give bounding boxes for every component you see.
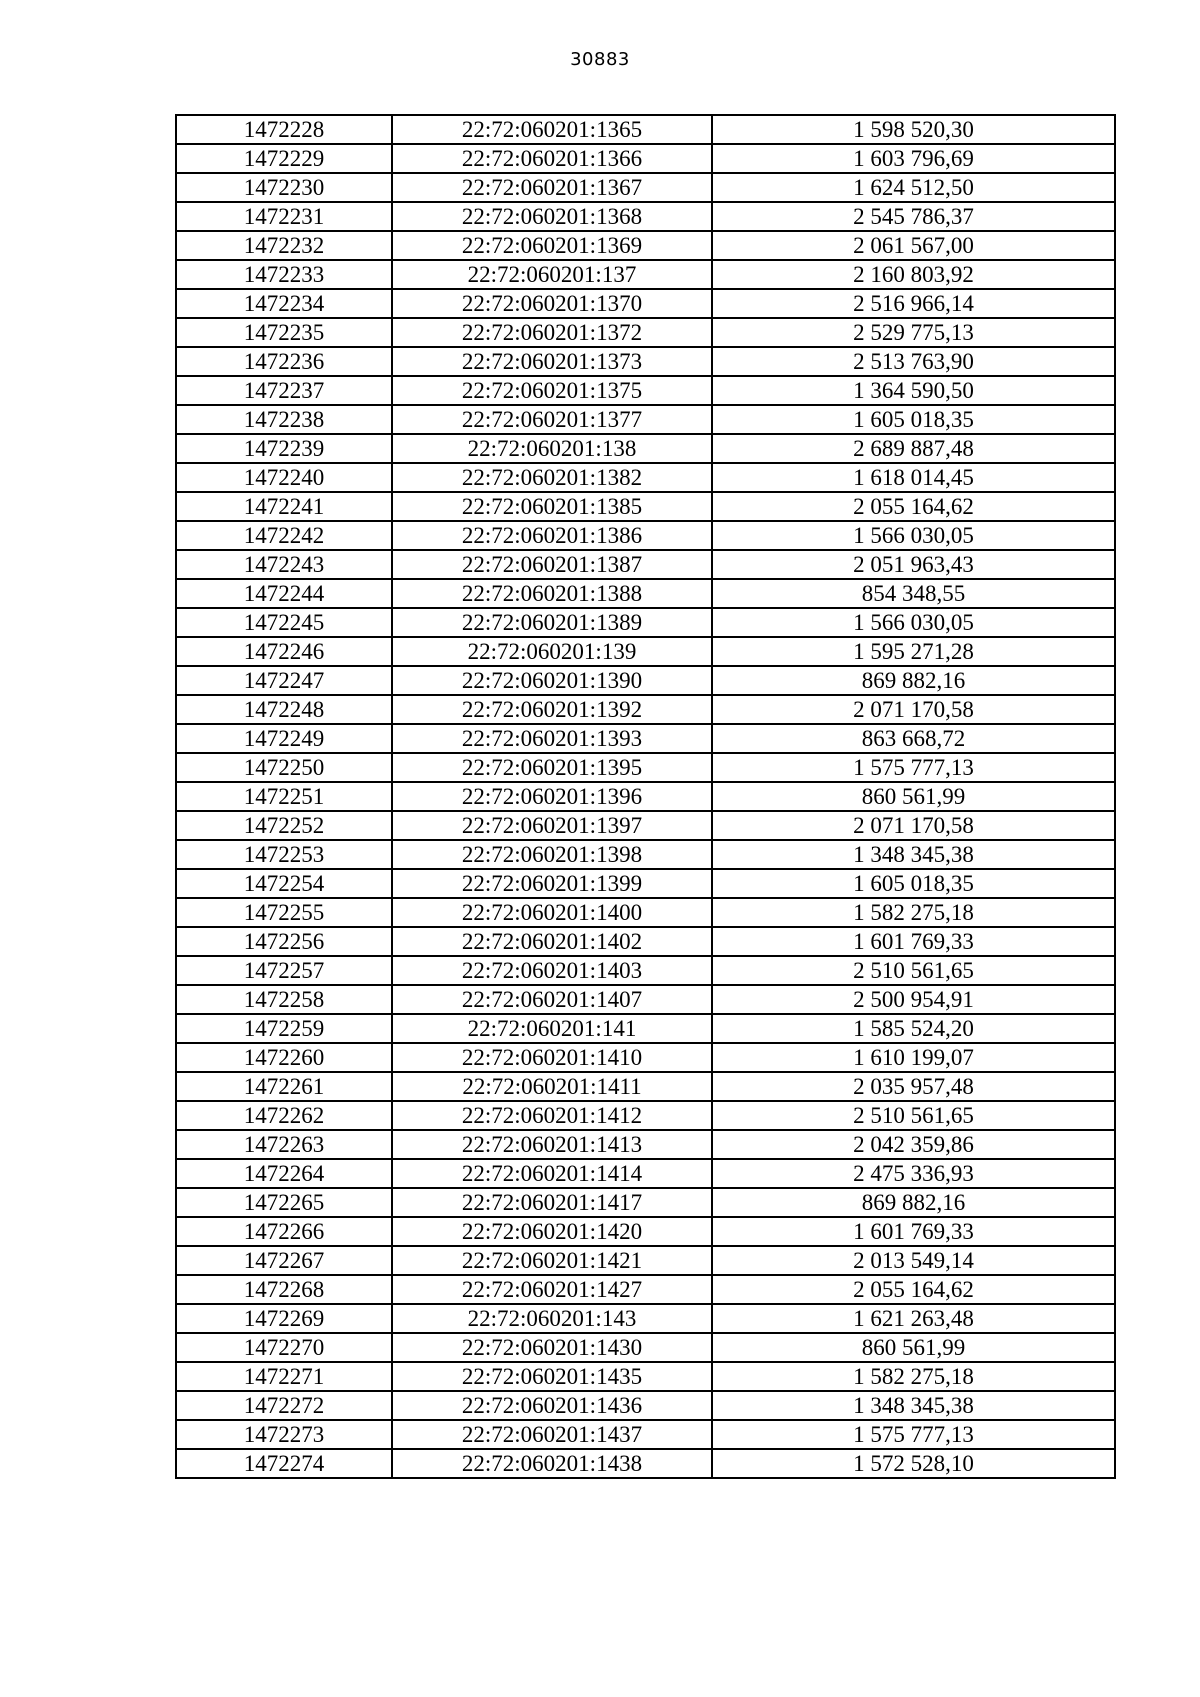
cadastral-value-cell: 1 572 528,10 — [712, 1449, 1115, 1478]
row-number-cell: 1472267 — [176, 1246, 392, 1275]
cadastral-number-cell: 22:72:060201:139 — [392, 637, 712, 666]
cadastral-number-cell: 22:72:060201:1398 — [392, 840, 712, 869]
row-number-cell: 1472231 — [176, 202, 392, 231]
cadastral-value-cell: 1 582 275,18 — [712, 898, 1115, 927]
table-row — [176, 956, 1115, 985]
table-row — [176, 202, 1115, 231]
cadastral-value-cell: 2 055 164,62 — [712, 492, 1115, 521]
cadastral-value-cell: 1 605 018,35 — [712, 405, 1115, 434]
cadastral-value-cell: 863 668,72 — [712, 724, 1115, 753]
cadastral-number-cell: 22:72:060201:1366 — [392, 144, 712, 173]
table-row — [176, 173, 1115, 202]
table-row — [176, 115, 1115, 144]
cadastral-number-cell: 22:72:060201:1387 — [392, 550, 712, 579]
table-row — [176, 1043, 1115, 1072]
cadastral-number-cell: 22:72:060201:1385 — [392, 492, 712, 521]
row-number-cell: 1472263 — [176, 1130, 392, 1159]
cadastral-value-cell: 2 055 164,62 — [712, 1275, 1115, 1304]
cadastral-number-cell: 22:72:060201:1402 — [392, 927, 712, 956]
cadastral-number-cell: 22:72:060201:1413 — [392, 1130, 712, 1159]
cadastral-value-cell: 2 545 786,37 — [712, 202, 1115, 231]
table-row — [176, 405, 1115, 434]
row-number-cell: 1472254 — [176, 869, 392, 898]
row-number-cell: 1472250 — [176, 753, 392, 782]
cadastral-value-cell: 1 618 014,45 — [712, 463, 1115, 492]
table-row — [176, 231, 1115, 260]
row-number-cell: 1472247 — [176, 666, 392, 695]
cadastral-value-cell: 1 575 777,13 — [712, 753, 1115, 782]
table-row — [176, 492, 1115, 521]
cadastral-value-cell: 2 051 963,43 — [712, 550, 1115, 579]
table-row — [176, 1449, 1115, 1478]
cadastral-number-cell: 22:72:060201:1400 — [392, 898, 712, 927]
cadastral-number-cell: 22:72:060201:1412 — [392, 1101, 712, 1130]
cadastral-number-cell: 22:72:060201:1372 — [392, 318, 712, 347]
table-row — [176, 289, 1115, 318]
cadastral-value-cell: 854 348,55 — [712, 579, 1115, 608]
table-row — [176, 637, 1115, 666]
cadastral-number-cell: 22:72:060201:1396 — [392, 782, 712, 811]
row-number-cell: 1472251 — [176, 782, 392, 811]
table-row — [176, 927, 1115, 956]
table-row — [176, 1362, 1115, 1391]
cadastral-value-cell: 1 598 520,30 — [712, 115, 1115, 144]
row-number-cell: 1472266 — [176, 1217, 392, 1246]
row-number-cell: 1472258 — [176, 985, 392, 1014]
cadastral-value-cell: 2 475 336,93 — [712, 1159, 1115, 1188]
table-body — [176, 115, 1115, 1478]
cadastral-value-cell: 2 516 966,14 — [712, 289, 1115, 318]
table-row — [176, 1304, 1115, 1333]
row-number-cell: 1472273 — [176, 1420, 392, 1449]
cadastral-value-cell: 1 605 018,35 — [712, 869, 1115, 898]
table-row — [176, 985, 1115, 1014]
cadastral-number-cell: 22:72:060201:1373 — [392, 347, 712, 376]
row-number-cell: 1472262 — [176, 1101, 392, 1130]
cadastral-value-cell: 1 364 590,50 — [712, 376, 1115, 405]
cadastral-value-cell: 869 882,16 — [712, 1188, 1115, 1217]
cadastral-number-cell: 22:72:060201:1389 — [392, 608, 712, 637]
row-number-cell: 1472269 — [176, 1304, 392, 1333]
table-row — [176, 1420, 1115, 1449]
cadastral-value-cell: 860 561,99 — [712, 1333, 1115, 1362]
row-number-cell: 1472259 — [176, 1014, 392, 1043]
row-number-cell: 1472248 — [176, 695, 392, 724]
table-row — [176, 1130, 1115, 1159]
table-row — [176, 1217, 1115, 1246]
row-number-cell: 1472228 — [176, 115, 392, 144]
cadastral-value-cell: 1 566 030,05 — [712, 608, 1115, 637]
table-row — [176, 1246, 1115, 1275]
row-number-cell: 1472232 — [176, 231, 392, 260]
cadastral-value-cell: 1 601 769,33 — [712, 1217, 1115, 1246]
cadastral-number-cell: 22:72:060201:143 — [392, 1304, 712, 1333]
table-row — [176, 550, 1115, 579]
cadastral-number-cell: 22:72:060201:1370 — [392, 289, 712, 318]
cadastral-number-cell: 22:72:060201:1392 — [392, 695, 712, 724]
cadastral-value-cell: 2 071 170,58 — [712, 811, 1115, 840]
row-number-cell: 1472253 — [176, 840, 392, 869]
cadastral-number-cell: 22:72:060201:1368 — [392, 202, 712, 231]
table-row — [176, 1333, 1115, 1362]
cadastral-number-cell: 22:72:060201:1410 — [392, 1043, 712, 1072]
cadastral-number-cell: 22:72:060201:1375 — [392, 376, 712, 405]
cadastral-value-cell: 2 160 803,92 — [712, 260, 1115, 289]
table-row — [176, 608, 1115, 637]
row-number-cell: 1472264 — [176, 1159, 392, 1188]
table-row — [176, 869, 1115, 898]
row-number-cell: 1472256 — [176, 927, 392, 956]
table-row — [176, 724, 1115, 753]
cadastral-value-cell: 1 621 263,48 — [712, 1304, 1115, 1333]
cadastral-value-cell: 2 071 170,58 — [712, 695, 1115, 724]
cadastral-value-cell: 1 601 769,33 — [712, 927, 1115, 956]
row-number-cell: 1472268 — [176, 1275, 392, 1304]
cadastral-value-cell: 2 689 887,48 — [712, 434, 1115, 463]
row-number-cell: 1472229 — [176, 144, 392, 173]
cadastral-value-cell: 2 035 957,48 — [712, 1072, 1115, 1101]
cadastral-number-cell: 22:72:060201:1417 — [392, 1188, 712, 1217]
row-number-cell: 1472246 — [176, 637, 392, 666]
table-row — [176, 666, 1115, 695]
cadastral-number-cell: 22:72:060201:1395 — [392, 753, 712, 782]
cadastral-value-table — [175, 114, 1116, 1479]
table-row — [176, 1014, 1115, 1043]
cadastral-number-cell: 22:72:060201:1393 — [392, 724, 712, 753]
row-number-cell: 1472242 — [176, 521, 392, 550]
cadastral-number-cell: 22:72:060201:1438 — [392, 1449, 712, 1478]
cadastral-number-cell: 22:72:060201:1420 — [392, 1217, 712, 1246]
row-number-cell: 1472237 — [176, 376, 392, 405]
row-number-cell: 1472257 — [176, 956, 392, 985]
cadastral-number-cell: 22:72:060201:138 — [392, 434, 712, 463]
table-row — [176, 1072, 1115, 1101]
row-number-cell: 1472240 — [176, 463, 392, 492]
cadastral-value-cell: 2 500 954,91 — [712, 985, 1115, 1014]
cadastral-value-cell: 1 348 345,38 — [712, 840, 1115, 869]
row-number-cell: 1472261 — [176, 1072, 392, 1101]
cadastral-value-cell: 1 585 524,20 — [712, 1014, 1115, 1043]
row-number-cell: 1472252 — [176, 811, 392, 840]
cadastral-number-cell: 22:72:060201:1365 — [392, 115, 712, 144]
table-row — [176, 463, 1115, 492]
cadastral-number-cell: 22:72:060201:1435 — [392, 1362, 712, 1391]
table-row — [176, 1159, 1115, 1188]
table-row — [176, 695, 1115, 724]
table-row — [176, 898, 1115, 927]
cadastral-value-cell: 1 566 030,05 — [712, 521, 1115, 550]
table-row — [176, 1391, 1115, 1420]
cadastral-number-cell: 22:72:060201:1437 — [392, 1420, 712, 1449]
table-row — [176, 753, 1115, 782]
table-row — [176, 1188, 1115, 1217]
cadastral-number-cell: 22:72:060201:1430 — [392, 1333, 712, 1362]
cadastral-value-cell: 1 610 199,07 — [712, 1043, 1115, 1072]
cadastral-value-cell: 860 561,99 — [712, 782, 1115, 811]
cadastral-value-cell: 1 603 796,69 — [712, 144, 1115, 173]
cadastral-number-cell: 22:72:060201:1390 — [392, 666, 712, 695]
row-number-cell: 1472272 — [176, 1391, 392, 1420]
row-number-cell: 1472244 — [176, 579, 392, 608]
cadastral-value-cell: 2 529 775,13 — [712, 318, 1115, 347]
row-number-cell: 1472234 — [176, 289, 392, 318]
row-number-cell: 1472271 — [176, 1362, 392, 1391]
row-number-cell: 1472235 — [176, 318, 392, 347]
row-number-cell: 1472241 — [176, 492, 392, 521]
table-row — [176, 521, 1115, 550]
table-row — [176, 579, 1115, 608]
row-number-cell: 1472255 — [176, 898, 392, 927]
table-row — [176, 347, 1115, 376]
cadastral-value-cell: 2 513 763,90 — [712, 347, 1115, 376]
cadastral-value-cell: 2 042 359,86 — [712, 1130, 1115, 1159]
cadastral-number-cell: 22:72:060201:1386 — [392, 521, 712, 550]
row-number-cell: 1472270 — [176, 1333, 392, 1362]
table-row — [176, 434, 1115, 463]
table-row — [176, 318, 1115, 347]
table-row — [176, 811, 1115, 840]
row-number-cell: 1472274 — [176, 1449, 392, 1478]
cadastral-value-cell: 1 595 271,28 — [712, 637, 1115, 666]
row-number-cell: 1472249 — [176, 724, 392, 753]
table-row — [176, 260, 1115, 289]
row-number-cell: 1472260 — [176, 1043, 392, 1072]
row-number-cell: 1472239 — [176, 434, 392, 463]
cadastral-number-cell: 22:72:060201:1436 — [392, 1391, 712, 1420]
cadastral-number-cell: 22:72:060201:1421 — [392, 1246, 712, 1275]
cadastral-number-cell: 22:72:060201:1388 — [392, 579, 712, 608]
table-row — [176, 376, 1115, 405]
cadastral-number-cell: 22:72:060201:141 — [392, 1014, 712, 1043]
cadastral-number-cell: 22:72:060201:1411 — [392, 1072, 712, 1101]
cadastral-number-cell: 22:72:060201:1427 — [392, 1275, 712, 1304]
row-number-cell: 1472236 — [176, 347, 392, 376]
row-number-cell: 1472238 — [176, 405, 392, 434]
cadastral-value-cell: 2 510 561,65 — [712, 1101, 1115, 1130]
cadastral-number-cell: 22:72:060201:1367 — [392, 173, 712, 202]
row-number-cell: 1472265 — [176, 1188, 392, 1217]
cadastral-number-cell: 22:72:060201:1377 — [392, 405, 712, 434]
table-row — [176, 144, 1115, 173]
cadastral-number-cell: 22:72:060201:1382 — [392, 463, 712, 492]
cadastral-number-cell: 22:72:060201:1369 — [392, 231, 712, 260]
cadastral-value-cell: 1 582 275,18 — [712, 1362, 1115, 1391]
table-row — [176, 1101, 1115, 1130]
cadastral-value-cell: 1 348 345,38 — [712, 1391, 1115, 1420]
cadastral-value-cell: 2 510 561,65 — [712, 956, 1115, 985]
cadastral-value-cell: 1 624 512,50 — [712, 173, 1115, 202]
cadastral-value-cell: 1 575 777,13 — [712, 1420, 1115, 1449]
row-number-cell: 1472243 — [176, 550, 392, 579]
cadastral-number-cell: 22:72:060201:137 — [392, 260, 712, 289]
cadastral-number-cell: 22:72:060201:1403 — [392, 956, 712, 985]
cadastral-number-cell: 22:72:060201:1397 — [392, 811, 712, 840]
page-number: 30883 — [570, 49, 630, 70]
table-row — [176, 782, 1115, 811]
row-number-cell: 1472230 — [176, 173, 392, 202]
cadastral-value-cell: 2 061 567,00 — [712, 231, 1115, 260]
table-row — [176, 840, 1115, 869]
cadastral-number-cell: 22:72:060201:1399 — [392, 869, 712, 898]
cadastral-number-cell: 22:72:060201:1407 — [392, 985, 712, 1014]
row-number-cell: 1472245 — [176, 608, 392, 637]
cadastral-value-cell: 2 013 549,14 — [712, 1246, 1115, 1275]
cadastral-number-cell: 22:72:060201:1414 — [392, 1159, 712, 1188]
cadastral-value-cell: 869 882,16 — [712, 666, 1115, 695]
table-row — [176, 1275, 1115, 1304]
row-number-cell: 1472233 — [176, 260, 392, 289]
